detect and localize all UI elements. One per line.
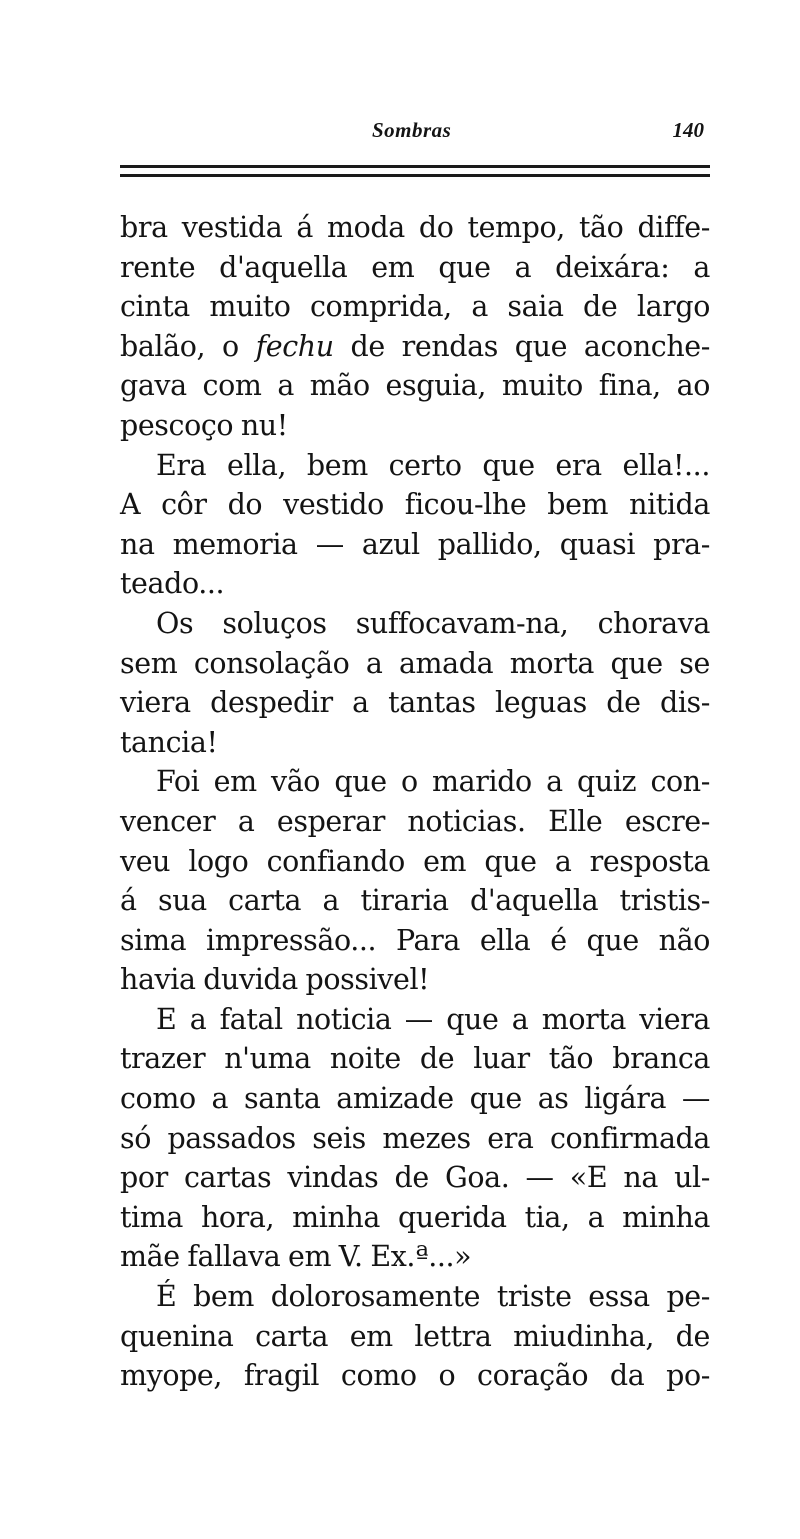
text-line: myope, fragil como o coração da po-: [120, 1359, 710, 1393]
text-line: [120, 327, 710, 367]
text-line: por cartas vindas de Goa. — «E na ul-: [120, 1161, 710, 1195]
text-line: quenina carta em lettra miudinha, de: [120, 1319, 710, 1353]
text-line: Foi em vão que o marido a quiz con-: [156, 765, 710, 799]
header-rule-bottom: [120, 174, 710, 177]
text-line: Era ella, bem certo que era ella!...: [156, 448, 710, 482]
text-line: tancia!: [120, 725, 218, 759]
text-line: na memoria — azul pallido, quasi pra-: [120, 527, 710, 561]
text-line: teado...: [120, 567, 225, 601]
text-run: de rendas que aconche-: [333, 329, 710, 363]
header-rule-top: [120, 165, 710, 168]
text-line: gava com a mão esguia, muito fina, ao: [120, 369, 710, 403]
text-line: bra vestida á moda do tempo, tão diffe-: [120, 211, 710, 244]
text-line: É bem dolorosamente triste essa pe-: [156, 1280, 710, 1314]
text-line: sima impressão... Para ella é que não: [120, 923, 710, 957]
text-line: trazer n'uma noite de luar tão branca: [120, 1042, 710, 1076]
running-title: Sombras: [372, 118, 452, 142]
text-line: A côr do vestido ficou-lhe bem nitida: [120, 488, 710, 522]
body-text: [120, 208, 710, 1396]
text-line: rente d'aquella em que a deixára: a: [120, 250, 710, 284]
page-number: 140: [672, 118, 704, 142]
page-header: [120, 118, 710, 148]
italic-word: fechu: [255, 329, 334, 363]
text-line: só passados seis mezes era confirmada: [120, 1121, 710, 1155]
text-line: pescoço nu!: [120, 408, 288, 442]
text-line: E a fatal noticia — que a morta viera: [156, 1002, 710, 1036]
text-line: á sua carta a tiraria d'aquella tristis-: [120, 884, 710, 918]
text-line: como a santa amizade que as ligára —: [120, 1082, 710, 1116]
text-line: mãe fallava em V. Ex.ª...»: [120, 1240, 472, 1274]
text-run: balão, o: [120, 329, 256, 363]
text-line: viera despedir a tantas leguas de dis-: [120, 686, 710, 720]
text-line: vencer a esperar noticias. Elle escre-: [120, 804, 710, 838]
text-line: havia duvida possivel!: [120, 963, 430, 997]
text-line: Os soluços suffocavam-na, chorava: [156, 606, 710, 640]
text-line: veu logo confiando em que a resposta: [120, 844, 710, 878]
text-line: sem consolação a amada morta que se: [120, 646, 710, 680]
text-line: tima hora, minha querida tia, a minha: [120, 1200, 710, 1234]
text-line: cinta muito comprida, a saia de largo: [120, 290, 710, 324]
